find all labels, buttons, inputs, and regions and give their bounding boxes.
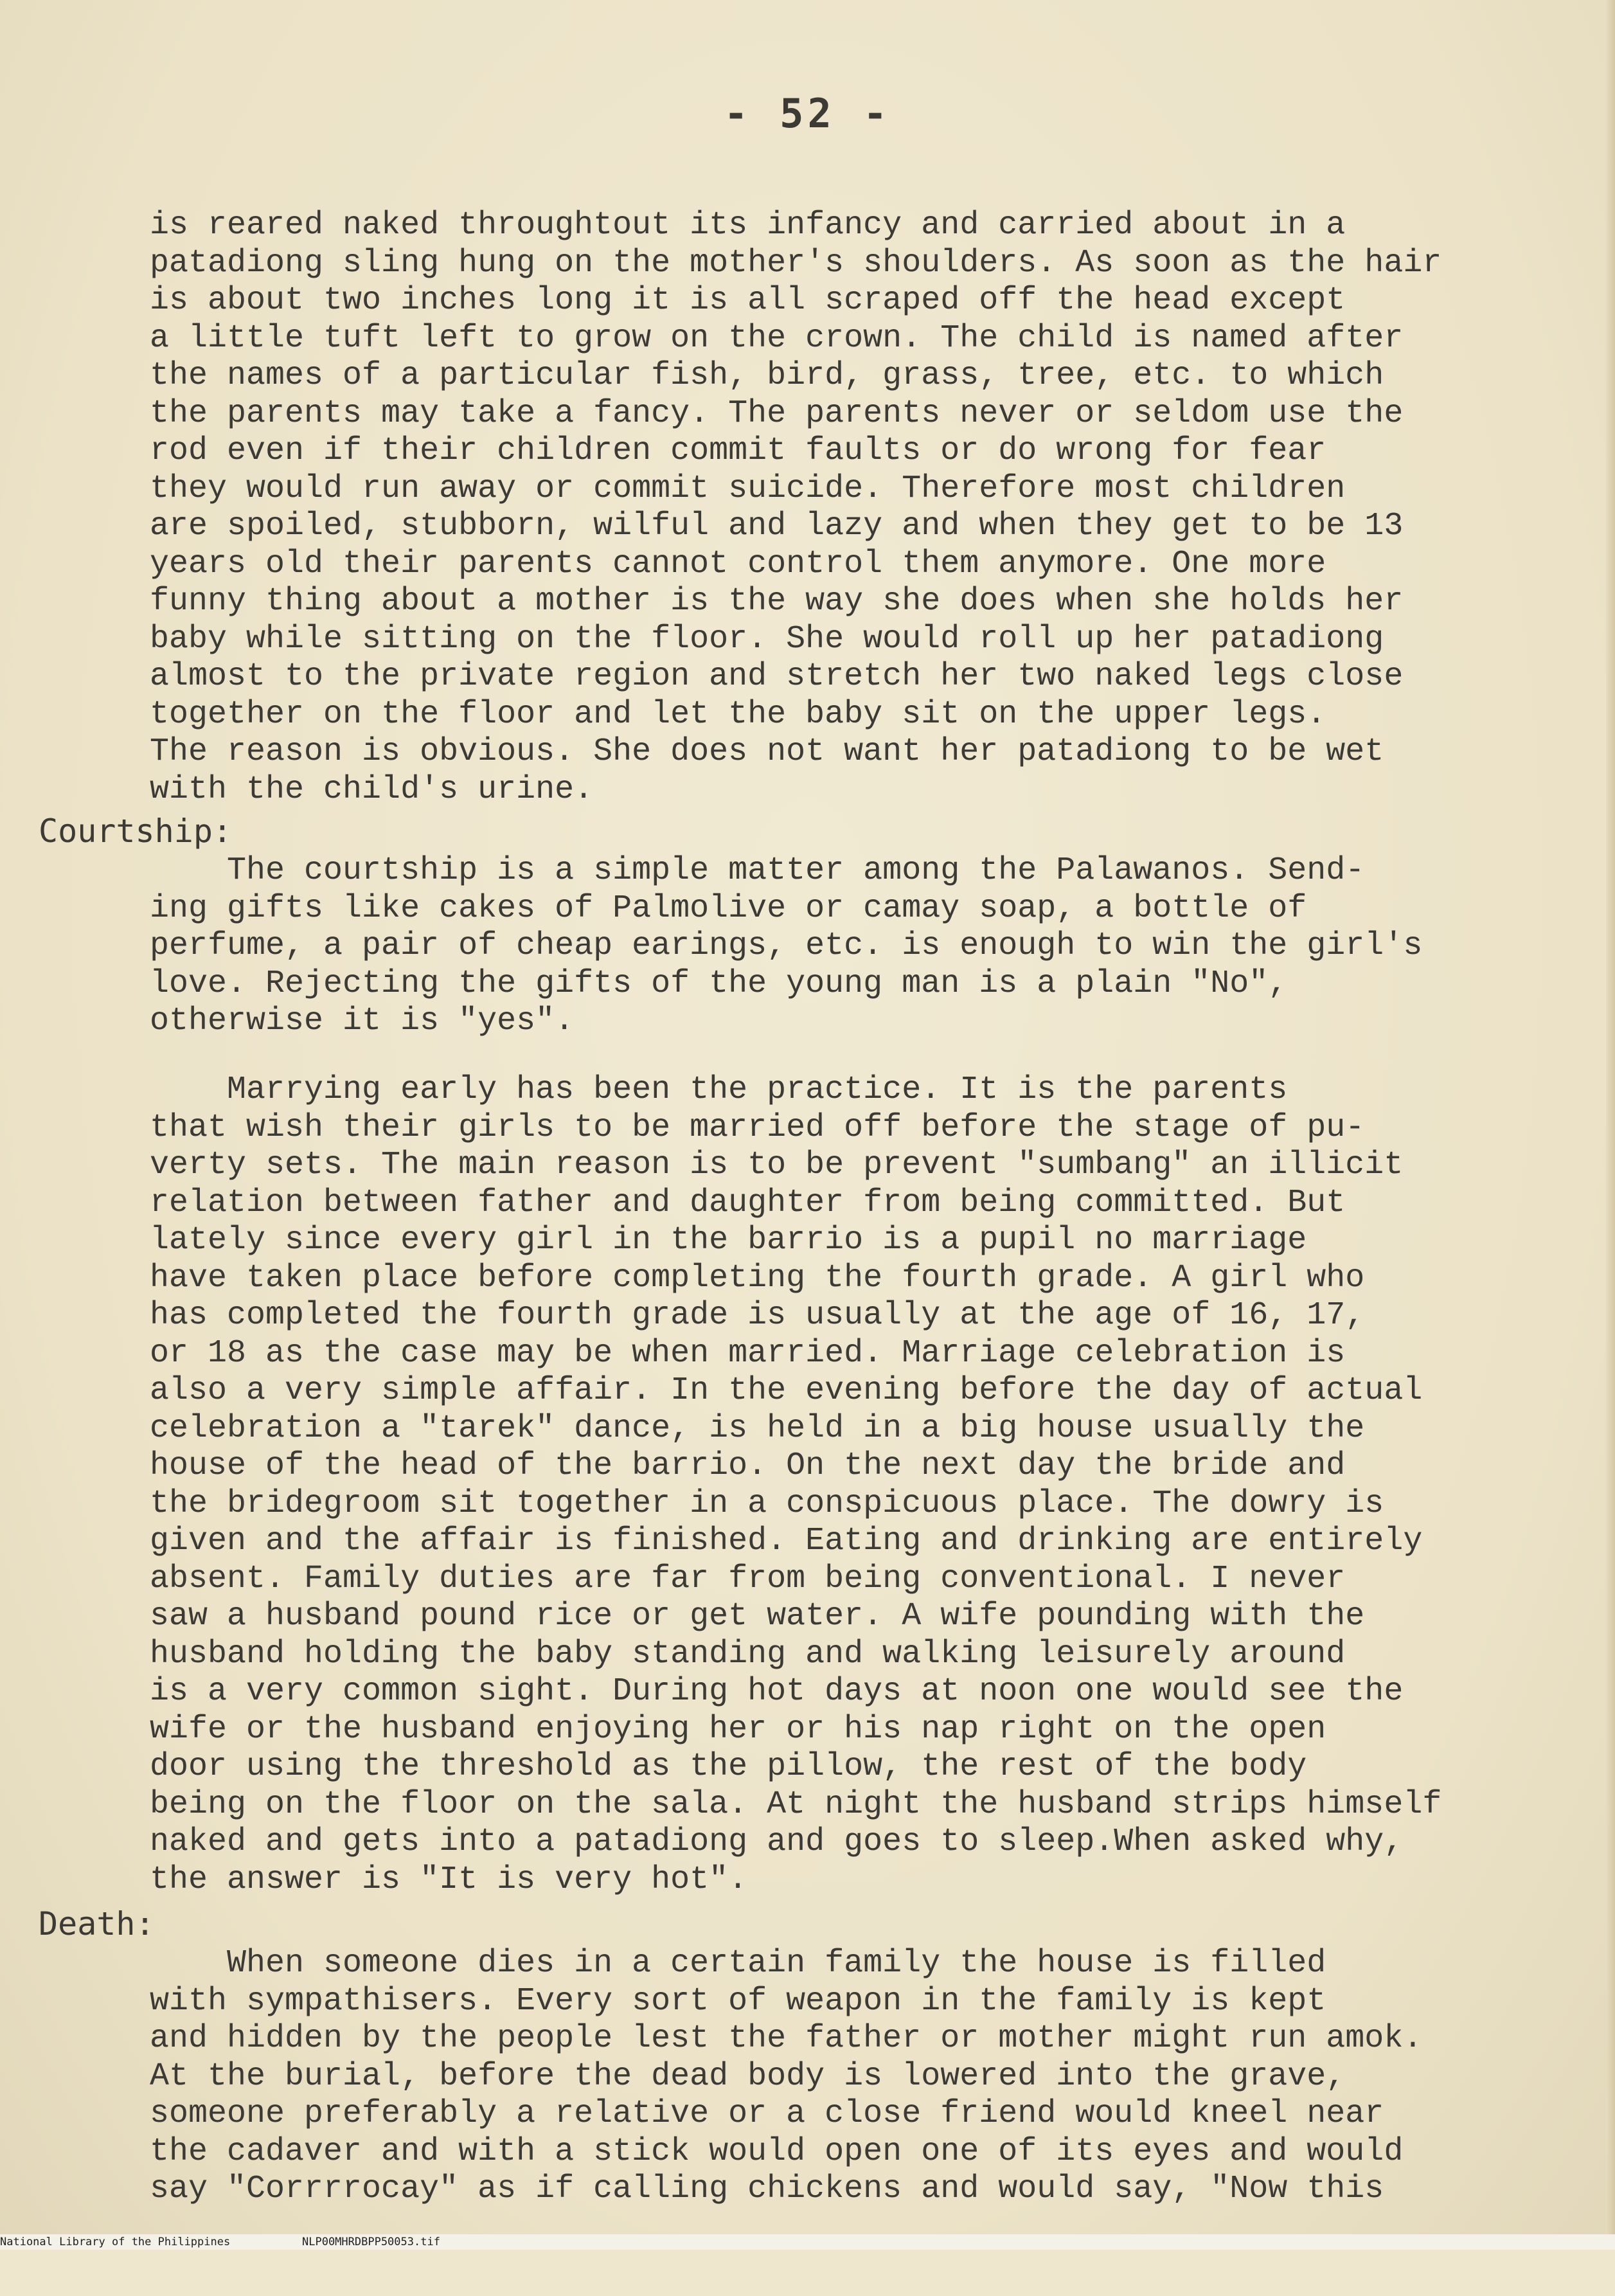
text-line: have taken place before completing the fourth grade. A girl who bbox=[150, 1259, 1365, 1296]
text-line: naked and gets into a patadiong and goes to sleep.When asked why, bbox=[150, 1824, 1404, 1860]
heading-courtship: Courtship: bbox=[39, 812, 233, 850]
text-line: a little tuft left to grow on the crown. The child is named after bbox=[150, 319, 1404, 357]
page-number: - 52 - bbox=[724, 90, 891, 137]
text-line: the names of a particular fish, bird, grass, tree, etc. to which bbox=[150, 357, 1384, 394]
text-line: the bridegroom sit together in a conspicuous place. The dowry is bbox=[150, 1485, 1384, 1522]
text-line: perfume, a pair of cheap earings, etc. is enough to win the girl's bbox=[150, 928, 1423, 964]
text-line: almost to the private region and stretch her two naked legs close bbox=[150, 658, 1404, 695]
text-line: together on the floor and let the baby sit on the upper legs. bbox=[150, 695, 1326, 733]
text-line: the parents may take a fancy. The parents never or seldom use the bbox=[150, 395, 1404, 432]
footer-library-name: National Library of the Philippines bbox=[0, 2236, 231, 2248]
text-line: otherwise it is "yes". bbox=[150, 1003, 575, 1039]
text-line: is reared naked throughtout its infancy and carried about in a bbox=[150, 207, 1346, 244]
text-line: celebration a "tarek" dance, is held in a big house usually the bbox=[150, 1410, 1365, 1447]
text-line: The courtship is a simple matter among the Palawanos. Send- bbox=[150, 852, 1365, 889]
text-line: funny thing about a mother is the way she does when she holds her bbox=[150, 583, 1404, 620]
text-line: saw a husband pound rice or get water. A wife pounding with the bbox=[150, 1598, 1365, 1635]
text-line: Marrying early has been the practice. It is the parents bbox=[150, 1072, 1288, 1108]
text-line: and hidden by the people lest the father or mother might run amok. bbox=[150, 2020, 1423, 2057]
text-line: ing gifts like cakes of Palmolive or camay soap, a bottle of bbox=[150, 890, 1307, 927]
text-line: verty sets. The main reason is to be prevent "sumbang" an illicit bbox=[150, 1147, 1404, 1183]
footer-filename: NLP00MHRDBPP50053.tif bbox=[302, 2236, 440, 2248]
paragraph-courtship bbox=[150, 852, 1422, 1041]
text-line: or 18 as the case may be when married. Marriage celebration is bbox=[150, 1334, 1346, 1372]
text-line: patadiong sling hung on the mother's shoulders. As soon as the hair bbox=[150, 244, 1442, 282]
text-line: lately since every girl in the barrio is a pupil no marriage bbox=[150, 1222, 1307, 1259]
text-line: The reason is obvious. She does not want her patadiong to be wet bbox=[150, 733, 1384, 770]
text-line: absent. Family duties are far from being conventional. I never bbox=[150, 1560, 1346, 1597]
text-line: are spoiled, stubborn, wilful and lazy and when they get to be 13 bbox=[150, 508, 1404, 544]
text-line: given and the affair is finished. Eating and drinking are entirely bbox=[150, 1523, 1423, 1559]
text-line: has completed the fourth grade is usually at the age of 16, 17, bbox=[150, 1297, 1365, 1334]
page-edge-shadow bbox=[1606, 0, 1615, 2234]
text-line: say "Corrrrocay" as if calling chickens and would say, "Now this bbox=[150, 2171, 1384, 2207]
text-line: with the child's urine. bbox=[150, 771, 594, 808]
text-line: love. Rejecting the gifts of the young man is a plain "No", bbox=[150, 965, 1288, 1002]
scan-footer bbox=[0, 2234, 1615, 2250]
text-line: the answer is "It is very hot". bbox=[150, 1861, 748, 1898]
text-line: is about two inches long it is all scraped off the head except bbox=[150, 282, 1346, 319]
text-line: When someone dies in a certain family the house is filled bbox=[150, 1945, 1326, 1982]
text-line: wife or the husband enjoying her or his nap right on the open bbox=[150, 1710, 1326, 1748]
text-line: the cadaver and with a stick would open one of its eyes and would bbox=[150, 2133, 1404, 2170]
heading-death: Death: bbox=[39, 1905, 155, 1942]
text-line: that wish their girls to be married off before the stage of pu- bbox=[150, 1109, 1365, 1146]
text-line: husband holding the baby standing and walking leisurely around bbox=[150, 1635, 1346, 1673]
text-line: house of the head of the barrio. On the next day the bride and bbox=[150, 1448, 1346, 1484]
text-line: is a very common sight. During hot days at noon one would see the bbox=[150, 1673, 1404, 1710]
text-line: also a very simple affair. In the evening before the day of actual bbox=[150, 1372, 1423, 1409]
text-line: At the burial, before the dead body is lowered into the grave, bbox=[150, 2058, 1346, 2095]
text-line: rod even if their children commit faults or do wrong for fear bbox=[150, 433, 1326, 469]
paragraph-death bbox=[150, 1945, 1422, 2209]
text-line: they would run away or commit suicide. Therefore most children bbox=[150, 470, 1346, 507]
text-line: relation between father and daughter from being committed. But bbox=[150, 1184, 1346, 1221]
text-line: being on the floor on the sala. At night the husband strips himself bbox=[150, 1786, 1442, 1823]
paragraph-marriage bbox=[150, 1072, 1441, 1899]
text-line: years old their parents cannot control them anymore. One more bbox=[150, 545, 1326, 582]
text-line: with sympathisers. Every sort of weapon in the family is kept bbox=[150, 1982, 1326, 2020]
text-line: baby while sitting on the floor. She would roll up her patadiong bbox=[150, 620, 1384, 658]
text-line: someone preferably a relative or a close friend would kneel near bbox=[150, 2095, 1384, 2132]
paragraph-infancy bbox=[150, 207, 1441, 809]
text-line: door using the threshold as the pillow, the rest of the body bbox=[150, 1748, 1307, 1785]
